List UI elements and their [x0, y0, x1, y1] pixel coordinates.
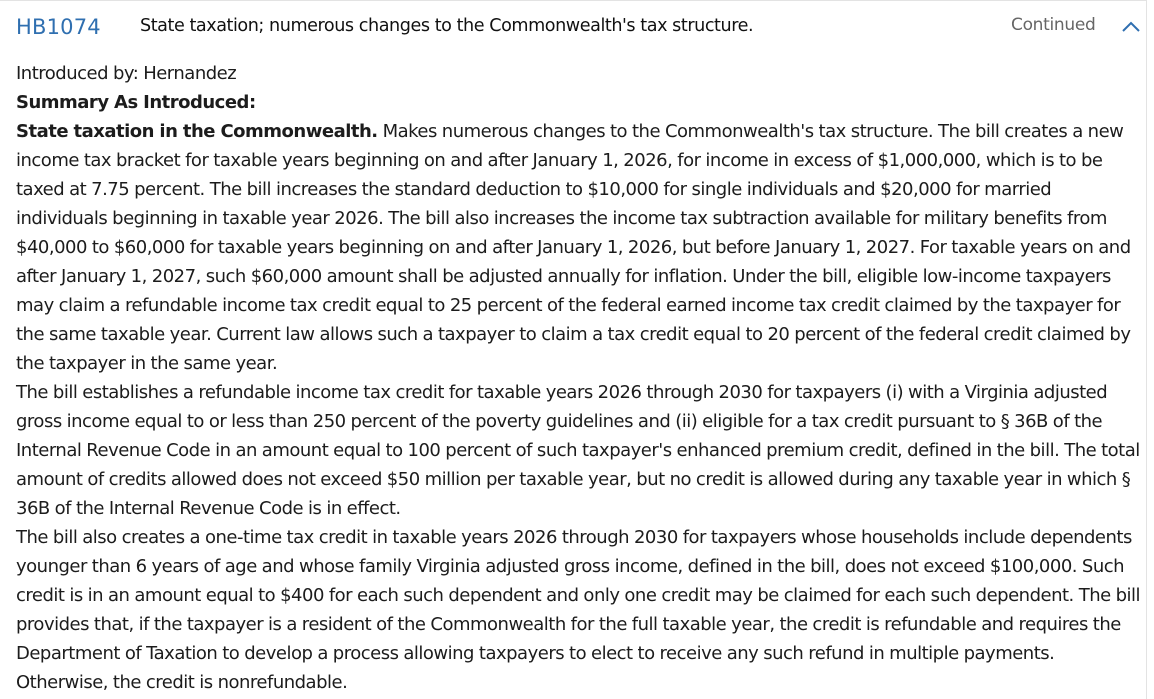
summary-lead: State taxation in the Commonwealth. [16, 121, 378, 142]
introduced-by: Introduced by: Hernandez [16, 63, 237, 84]
bill-number-link[interactable]: HB1074 [16, 15, 101, 39]
status-badge: Continued [1011, 15, 1096, 35]
summary-text: Makes numerous changes to the Commonwealth's tax structure. The bill creates a new income tax bracket for taxable years beginning on and after January 1, 2026, for income in excess of $1,000,000, which is to be taxed at 7.75 percent. The bill increases the standard deduction to $10,000 for single individuals and $20,000 for married individuals beginning in taxable year 2026. The bill also increases the income tax subtraction available for military benefits from $40,000 to $60,000 for taxable years beginning on and after January 1, 2026, but before January 1, 2027. For taxable years on and after January 1, 2027, such $60,000 amount shall be adjusted annually for inflation. Under the bill, eligible low-income taxpayers may claim a refundable income tax credit equal to 25 percent of the federal earned income tax credit claimed by the taxpayer for the same taxable year. Current law allows such a taxpayer to claim a tax credit equal to 20 percent of the federal credit claimed by the taxpayer in the same year. [16, 121, 1131, 374]
bill-header[interactable] [0, 1, 1146, 53]
summary-paragraph: The bill establishes a refundable income tax credit for taxable years 2026 through 2030 for taxpayers (i) with a Virginia adjusted gross income equal to or less than 250 percent of the poverty guidelines and (ii) eligible for a tax credit pursuant to § 36B of the Internal Revenue Code in an amount equal to 100 percent of such taxpayer's enhanced premium credit, defined in the bill. The total amount of credits allowed does not exceed $50 million per taxable year, but no credit is allowed during any taxable year in which § 36B of the Internal Revenue Code is in effect. [16, 382, 1140, 519]
summary-paragraph: The bill also creates a one-time tax credit in taxable years 2026 through 2030 for taxpayers whose households include dependents younger than 6 years of age and whose family Virginia adjusted gross income, defined in the bill, does not exceed $100,000. Such credit is in an amount equal to $400 for each such dependent and only one credit may be claimed for each such dependent. The bill provides that, if the taxpayer is a resident of the Commonwealth for the full taxable year, the credit is refundable and requires the Department of Taxation to develop a process allowing taxpayers to elect to receive any such refund in multiple payments. Otherwise, the credit is nonrefundable. [16, 527, 1141, 693]
bill-summary [16, 59, 1141, 697]
chevron-up-icon[interactable] [1120, 18, 1142, 34]
summary-heading: Summary As Introduced: [16, 92, 256, 113]
summary-paragraph [16, 117, 1141, 378]
bill-title: State taxation; numerous changes to the Commonwealth's tax structure. [140, 16, 754, 36]
